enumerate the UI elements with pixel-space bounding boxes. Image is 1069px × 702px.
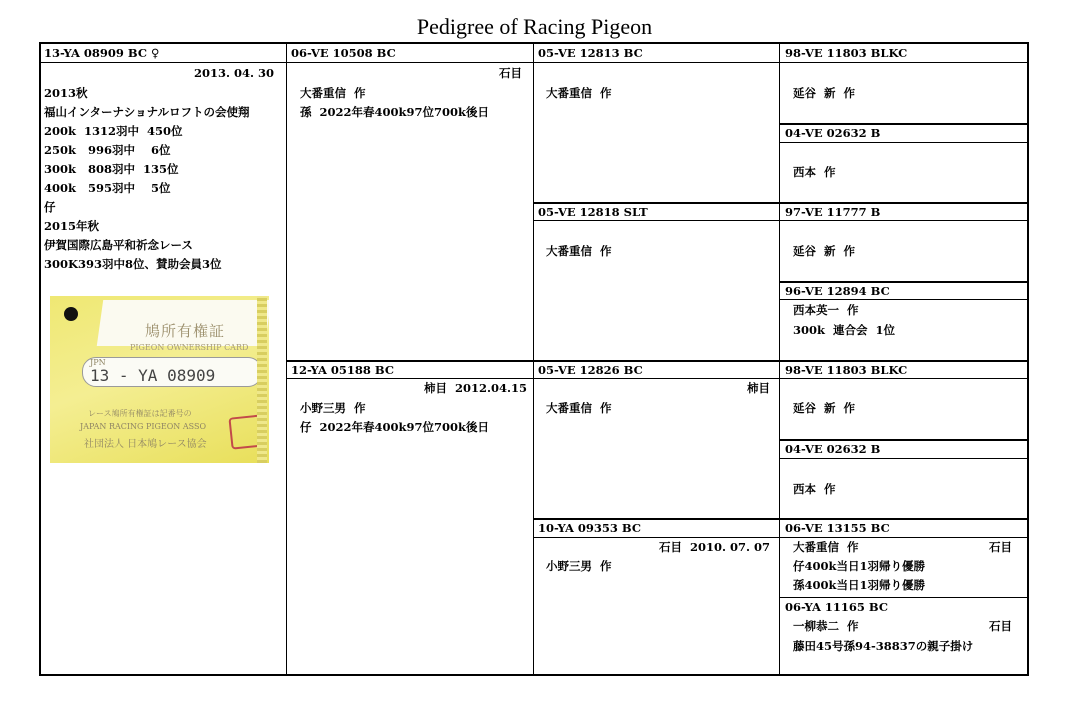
row-divider	[780, 123, 1028, 125]
subject-line: 仔	[44, 200, 56, 214]
gen4-line: 仔400k当日1羽帰り優勝	[793, 559, 925, 573]
row-divider	[534, 202, 1028, 204]
gen4-id: 96-VE 12894 BC	[785, 284, 890, 298]
row-divider	[287, 360, 1028, 362]
dam-id: 12-YA 05188 BC	[291, 363, 395, 377]
gen3-breeder: 大番重信 作	[546, 86, 612, 100]
gen3-id: 05-VE 12813 BC	[538, 46, 643, 60]
gen4-line: 西本 作	[793, 165, 836, 179]
gen3-id: 05-VE 12818 SLT	[538, 205, 648, 219]
ring-number: 13 - YA 08909	[90, 366, 216, 385]
row-divider	[780, 142, 1028, 143]
dam-note: 仔 2022年春400k97位700k後日	[300, 420, 489, 434]
gen4-line: 延谷 新 作	[793, 401, 856, 415]
gen3-breeder: 大番重信 作	[546, 244, 612, 258]
gen4-id: 04-VE 02632 B	[785, 442, 881, 456]
subject-date: 2013. 04. 30	[193, 66, 274, 80]
gen4-id: 06-VE 13155 BC	[785, 521, 890, 535]
gen3-breeder: 小野三男 作	[546, 559, 612, 573]
row-divider	[780, 281, 1028, 283]
card-text: 社団法人 日本鳩レース協会	[84, 439, 207, 450]
page-title: Pedigree of Racing Pigeon	[416, 14, 653, 39]
row-divider	[780, 597, 1028, 598]
subject-line: 伊賀国際広島平和祈念レース	[44, 238, 193, 252]
gen3-eye-date: 石目 2010. 07. 07	[658, 540, 770, 554]
card-title: 鳩所有権証	[145, 322, 226, 340]
row-divider	[534, 518, 1028, 520]
card-hole	[64, 307, 78, 321]
row-divider	[780, 458, 1028, 459]
gen4-id: 97-VE 11777 B	[785, 205, 881, 219]
card-prefix: JPN	[90, 358, 106, 367]
gen4-eye: 石目	[989, 619, 1012, 633]
gen4-line: 西本 作	[793, 482, 836, 496]
subject-line: 250k 996羽中 6位	[44, 143, 171, 157]
subject-line: 400k 595羽中 5位	[44, 181, 171, 195]
card-edge	[257, 296, 267, 463]
gen4-id: 98-VE 11803 BLKC	[785, 363, 908, 377]
subject-line: 200k 1312羽中 450位	[44, 124, 183, 138]
gen4-line: 延谷 新 作	[793, 86, 856, 100]
subject-line: 2015年秋	[44, 219, 100, 233]
gen4-line: 300k 連合会 1位	[793, 323, 895, 337]
gen4-line: 延谷 新 作	[793, 244, 856, 258]
gen4-line: 西本英一 作	[793, 303, 859, 317]
row-divider	[780, 299, 1028, 300]
gen4-line: 藤田45号孫94-38837の親子掛け	[793, 639, 974, 653]
gen4-id: 98-VE 11803 BLKC	[785, 46, 908, 60]
subject-line: 2013秋	[44, 86, 88, 100]
row-divider	[534, 220, 1028, 221]
gen4-line: 孫400k当日1羽帰り優勝	[793, 578, 925, 592]
column-divider	[779, 43, 780, 675]
gen4-id: 04-VE 02632 B	[785, 126, 881, 140]
sire-note: 孫 2022年春400k97位700k後日	[300, 105, 489, 119]
dam-breeder: 小野三男 作	[300, 401, 366, 415]
subject-id: 13-YA 08909 BC ♀	[44, 46, 160, 60]
gen3-id: 05-VE 12826 BC	[538, 363, 643, 377]
gen3-breeder: 大番重信 作	[546, 401, 612, 415]
gen4-line: 一柳恭二 作	[793, 619, 859, 633]
card-text: JAPAN RACING PIGEON ASSO	[80, 422, 206, 431]
sire-breeder: 大番重信 作	[300, 86, 366, 100]
gen4-line: 大番重信 作	[793, 540, 859, 554]
card-subtitle: PIGEON OWNERSHIP CARD	[130, 343, 249, 352]
gen4-id: 06-YA 11165 BC	[785, 600, 889, 614]
row-divider	[780, 439, 1028, 441]
subject-line: 300k 808羽中 135位	[44, 162, 179, 176]
column-divider	[533, 43, 534, 675]
row-divider	[40, 62, 1028, 63]
dam-eye-date: 柿目 2012.04.15	[423, 381, 527, 395]
sire-id: 06-VE 10508 BC	[291, 46, 396, 60]
sire-eye: 石目	[499, 66, 522, 80]
gen3-id: 10-YA 09353 BC	[538, 521, 642, 535]
gen4-eye: 石目	[989, 540, 1012, 554]
card-text: レース鳩所有権証は記番号の	[88, 409, 192, 418]
subject-line: 福山インターナショナルロフトの会使翔	[44, 105, 250, 119]
gen3-eye: 柿目	[747, 381, 770, 395]
subject-line: 300K393羽中8位、賛助会員3位	[44, 257, 222, 271]
column-divider	[286, 43, 287, 675]
ownership-card-photo	[50, 296, 269, 463]
